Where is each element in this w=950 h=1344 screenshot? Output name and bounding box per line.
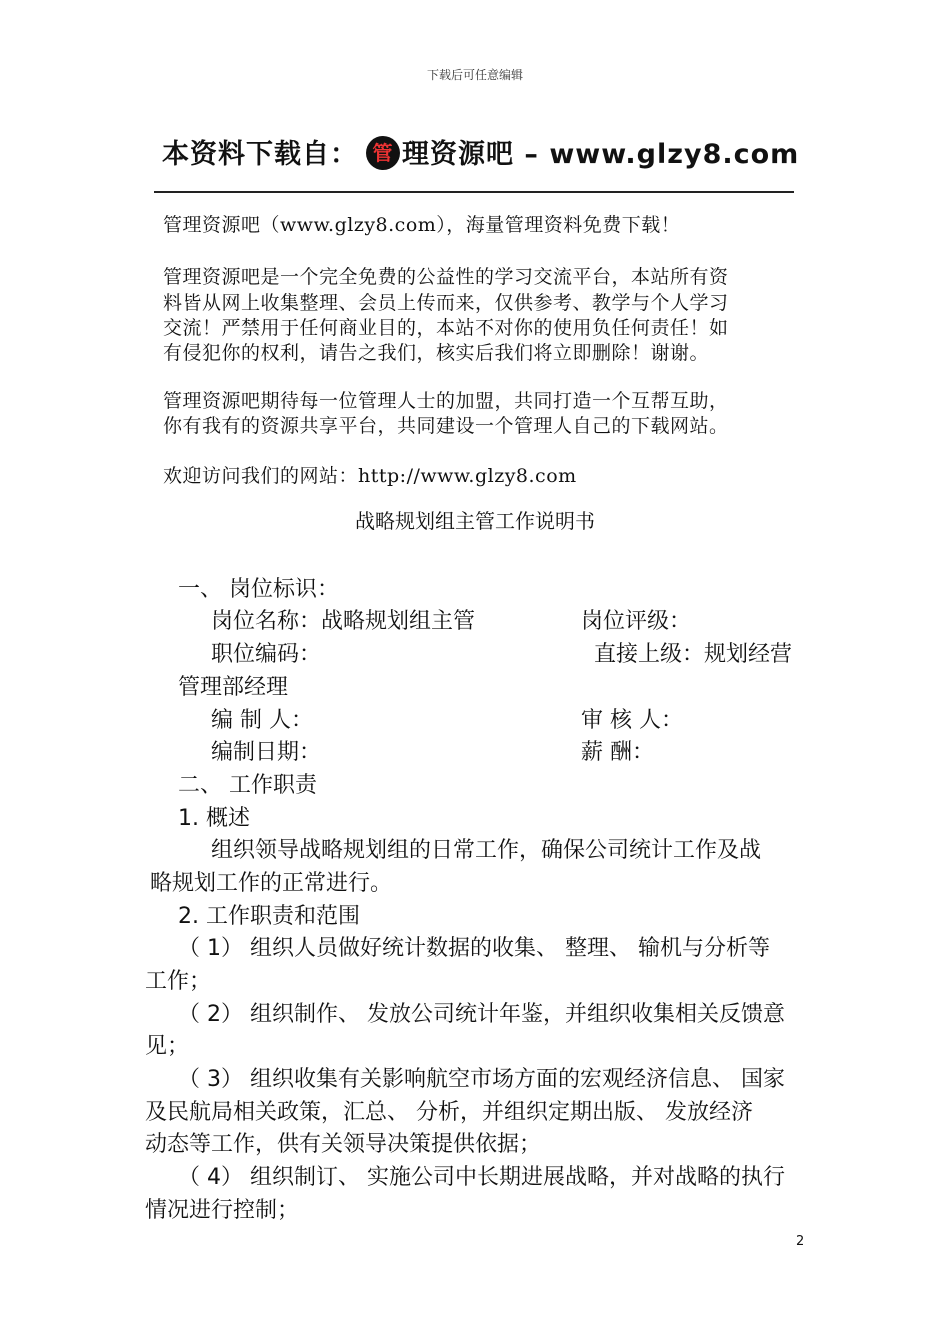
duty4-line2: 情况进行控制； bbox=[145, 1198, 300, 1223]
page-number: 2 bbox=[796, 1234, 805, 1249]
notice-line1: 管理资源吧（www.glzy8.com），海量管理资料免费下载！ bbox=[163, 214, 681, 236]
banner-url: www.glzy8.com bbox=[549, 139, 800, 170]
compile-date: 编制日期： bbox=[211, 740, 322, 765]
document-title: 战略规划组主管工作说明书 bbox=[355, 509, 595, 533]
duty4-line1: （ 4） 组织制订、 实施公司中长期进展战略，并对战略的执行 bbox=[178, 1165, 785, 1190]
job-code: 职位编码： bbox=[211, 642, 322, 667]
notice-para2-line4: 有侵犯你的权利，请告之我们，核实后我们将立即删除！谢谢。 bbox=[163, 342, 710, 364]
source-banner bbox=[162, 132, 799, 173]
section-heading-duties: 二、 工作职责 bbox=[178, 773, 317, 798]
notice-para3-line2: 你有我有的资源共享平台，共同建设一个管理人自己的下载网站。 bbox=[163, 415, 729, 437]
notice-para3-line1: 管理资源吧期待每一位管理人士的加盟，共同打造一个互帮互助， bbox=[163, 390, 729, 412]
banner-dash: – bbox=[514, 139, 550, 170]
author: 编 制 人： bbox=[211, 708, 313, 733]
section-heading-job-id: 一、 岗位标识： bbox=[178, 577, 339, 602]
duty1-line2: 工作； bbox=[145, 969, 212, 994]
subheading-overview: 1. 概述 bbox=[178, 806, 250, 831]
duty2-line2: 见； bbox=[145, 1034, 190, 1059]
overview-line1: 组织领导战略规划组的日常工作，确保公司统计工作及战 bbox=[211, 838, 762, 863]
job-grade: 岗位评级： bbox=[581, 609, 692, 634]
notice-visit: 欢迎访问我们的网站：http://www.glzy8.com bbox=[163, 465, 577, 487]
banner-divider bbox=[154, 191, 794, 193]
notice-para2-line3: 交流！严禁用于任何商业目的，本站不对你的使用负任何责任！如 bbox=[163, 317, 729, 339]
direct-superior-continued: 管理部经理 bbox=[178, 675, 289, 700]
duty3-line1: （ 3） 组织收集有关影响航空市场方面的宏观经济信息、 国家 bbox=[178, 1067, 785, 1092]
duty1-line1: （ 1） 组织人员做好统计数据的收集、 整理、 输机与分析等 bbox=[178, 936, 770, 961]
direct-superior: 直接上级：规划经营 bbox=[594, 642, 793, 667]
header-note: 下载后可任意编辑 bbox=[426, 68, 523, 82]
banner-prefix: 本资料下载自： bbox=[162, 139, 358, 170]
subheading-duties-scope: 2. 工作职责和范围 bbox=[178, 904, 360, 929]
banner-brand: 理资源吧 bbox=[402, 139, 514, 170]
duty2-line1: （ 2） 组织制作、 发放公司统计年鉴，并组织收集相关反馈意 bbox=[178, 1002, 785, 1027]
reviewer: 审 核 人： bbox=[581, 708, 683, 733]
overview-line2: 略规划工作的正常进行。 bbox=[150, 871, 393, 896]
salary: 薪 酬： bbox=[581, 740, 654, 765]
logo-badge: 管 bbox=[366, 136, 400, 170]
notice-para2-line2: 料皆从网上收集整理、会员上传而来，仅供参考、教学与个人学习 bbox=[163, 292, 729, 314]
duty3-line2: 及民航局相关政策，汇总、 分析，并组织定期出版、 发放经济 bbox=[145, 1100, 753, 1125]
duty3-line3: 动态等工作，供有关领导决策提供依据； bbox=[145, 1132, 542, 1157]
notice-para2-line1: 管理资源吧是一个完全免费的公益性的学习交流平台，本站所有资 bbox=[163, 266, 729, 288]
job-name: 岗位名称：战略规划组主管 bbox=[211, 609, 476, 634]
